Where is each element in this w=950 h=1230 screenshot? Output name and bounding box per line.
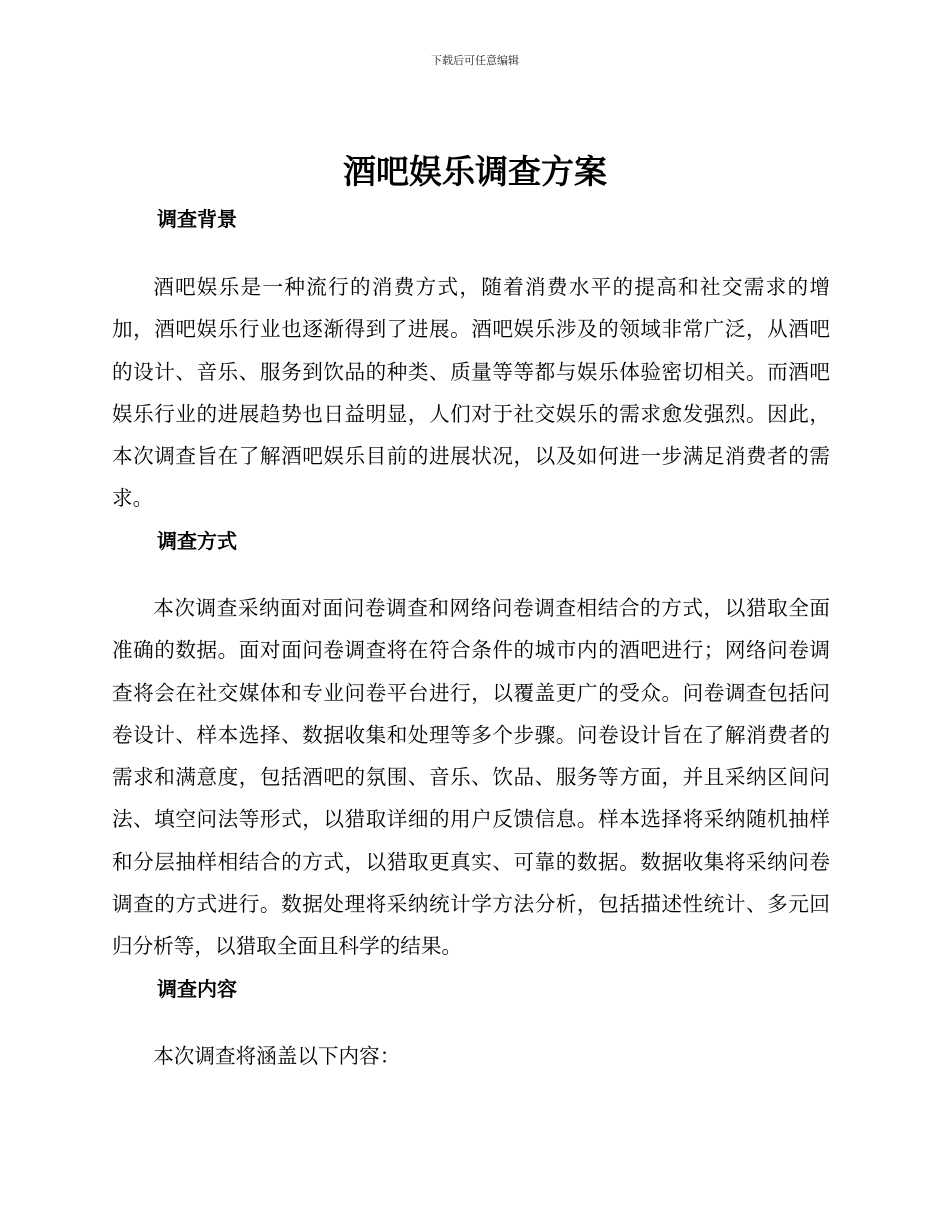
section-content [112,975,830,1077]
section-heading: 调查内容 [157,977,237,1001]
section-heading: 调查背景 [157,207,237,231]
section-heading: 调查方式 [157,529,237,553]
section-method [112,527,830,968]
section-paragraph: 本次调查采纳面对面问卷调查和网络问卷调查相结合的方式，以猎取全面准确的数据。面对面问卷调查将在符合条件的城市内的酒吧进行；网络问卷调查将会在社交媒体和专业问卷平台进行，以覆盖更广的受众。问卷调查包括问卷设计、样本选择、数据收集和处理等多个步骤。问卷设计旨在了解消费者的需求和满意度，包括酒吧的氛围、音乐、饮品、服务等方面，并且采纳区间问法、填空问法等形式，以猎取详细的用户反馈信息。样本选择将采纳随机抽样和分层抽样相结合的方式，以猎取更真实、可靠的数据。数据收集将采纳问卷调查的方式进行。数据处理将采纳统计学方法分析，包括描述性统计、多元回归分析等，以猎取全面且科学的结果。 [112,596,830,959]
header-note: 下载后可任意编辑 [431,54,519,67]
section-background [112,205,830,520]
document-title: 酒吧娱乐调查方案 [343,152,607,191]
section-paragraph: 本次调查将涵盖以下内容： [153,1044,401,1068]
section-paragraph: 酒吧娱乐是一种流行的消费方式，随着消费水平的提高和社交需求的增加，酒吧娱乐行业也逐渐得到了进展。酒吧娱乐涉及的领域非常广泛，从酒吧的设计、音乐、服务到饮品的种类、质量等等都与娱乐体验密切相关。而酒吧娱乐行业的进展趋势也日益明显，人们对于社交娱乐的需求愈发强烈。因此，本次调查旨在了解酒吧娱乐目前的进展状况，以及如何进一步满足消费者的需求。 [112,275,830,511]
